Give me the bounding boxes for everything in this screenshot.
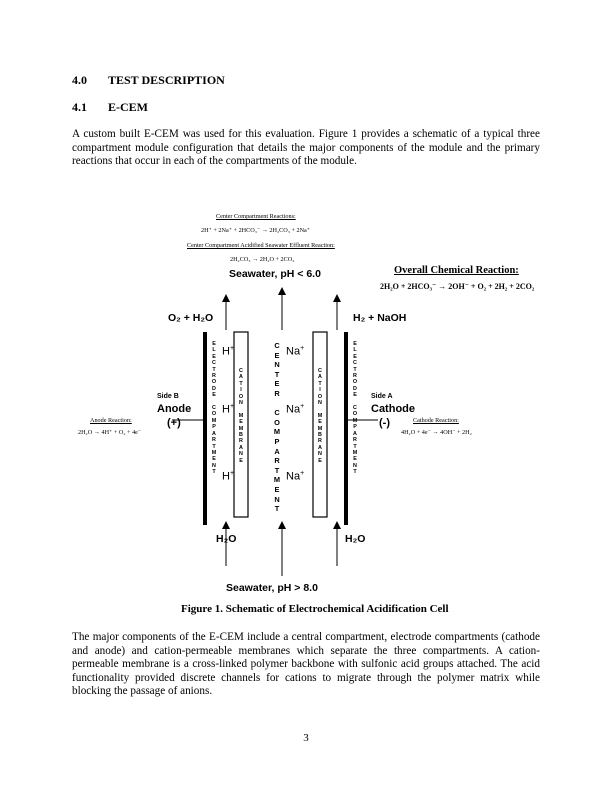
cathode-label: Cathode [371, 403, 415, 415]
seawater-outlet-label: Seawater, pH < 6.0 [229, 268, 321, 280]
right-membrane-text: C A T I O N M E M B R A N E [317, 368, 323, 464]
left-outlet-label: O₂ + H₂O [168, 312, 214, 324]
paragraph-components: The major components of the E-CEM include a central compartment, electrode compartments (cathode and anode) and cation-permeable membranes which separate the three compartments. A cation-permeable membrane is a cross-linked polymer backbone with sulfonic acid groups attached. The acid functionality provided discrete channels for cations to migrate through the polymer matrix while blocking the passage of anions. [72, 631, 540, 698]
side-b-label: Side B [157, 393, 179, 400]
effluent-reaction: 2H₂CO₃ → 2H₂O + 2CO₂ [230, 256, 295, 263]
subsection-title: E-CEM [108, 100, 148, 114]
na-ion-3: Na+ [286, 470, 305, 483]
left-water-inlet: H₂O [216, 533, 237, 545]
left-electrode-compartment-text: E L E C T R O D E C O M P A R T M E N T [211, 341, 217, 476]
subsection-number: 4.1 [72, 100, 87, 114]
side-a-label: Side A [371, 393, 393, 400]
right-electrode-compartment-text: E L E C T R O D E C O M P A R T M E N T [352, 341, 358, 476]
page-number: 3 [303, 732, 309, 744]
overall-reaction-label: Overall Chemical Reaction: [394, 265, 519, 276]
h-ion-3: H+ [222, 470, 235, 483]
anode-sign: (+) [167, 417, 181, 429]
h-ion-2: H+ [222, 403, 235, 416]
center-compartment-text: C E N T E R C O M P A R T M E N T [273, 341, 281, 514]
overall-reaction: 2H₂O + 2HCO₃⁻ → 2OH⁻ + O₂ + 2H₂ + 2CO₂ [380, 282, 535, 291]
seawater-inlet-label: Seawater, pH > 8.0 [226, 582, 318, 594]
anode-reaction-label: Anode Reaction: [90, 417, 132, 424]
cathode-sign: (-) [379, 417, 390, 429]
right-water-inlet: H₂O [345, 533, 366, 545]
anode-reaction: 2H₂O → 4H⁺ + O₂ + 4e⁻ [78, 429, 142, 436]
h-ion-1: H+ [222, 345, 235, 358]
anode-label: Anode [157, 403, 192, 415]
na-ion-1: Na+ [286, 345, 305, 358]
section-number: 4.0 [72, 73, 87, 87]
cathode-reaction: 4H₂O + 4e⁻ → 4OH⁻ + 2H₂ [401, 429, 472, 436]
figure-caption: Figure 1. Schematic of Electrochemical Acidification Cell [181, 603, 449, 615]
center-reactions-label: Center Compartment Reactions: [216, 213, 296, 220]
cathode-electrode [344, 332, 348, 525]
left-membrane-text: C A T I O N M E M B R A N E [238, 368, 244, 464]
anode-electrode [203, 332, 207, 525]
effluent-label: Center Compartment Acidified Seawater Effluent Reaction: [187, 242, 335, 249]
paragraph-intro: A custom built E-CEM was used for this evaluation. Figure 1 provides a schematic of a typical three compartment module configuration that details the major components of the module and the primary reactions that occur in each of the compartments of the module. [72, 128, 540, 168]
na-ion-2: Na+ [286, 403, 305, 416]
section-title: TEST DESCRIPTION [108, 73, 225, 87]
cathode-reaction-label: Cathode Reaction: [413, 417, 459, 424]
center-reaction-1: 2H⁺ + 2Na⁺ + 2HCO₃⁻ → 2H₂CO₃ + 2Na⁺ [201, 227, 311, 234]
right-outlet-label: H₂ + NaOH [353, 312, 407, 324]
